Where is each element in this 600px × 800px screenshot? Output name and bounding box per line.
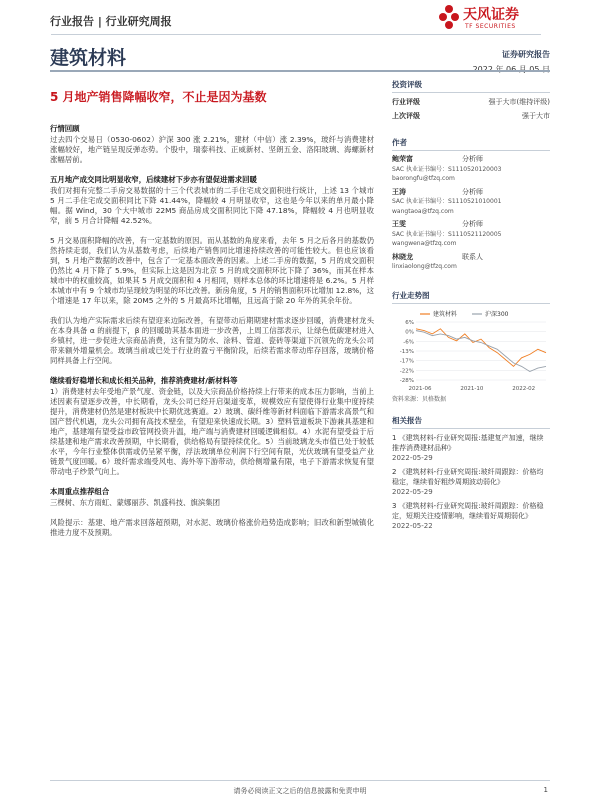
industry-trend-chart <box>392 308 550 392</box>
tf-securities-logo <box>438 4 550 34</box>
logo-text-cn: 天风证券 <box>463 7 519 23</box>
related-report-title[interactable]: 2 《建筑材料-行业研究周报:玻纤周跟踪：价格均稳定，继续看好粗纱周期波动弱化》 <box>392 467 544 486</box>
legend-label: 沪深300 <box>485 310 509 318</box>
x-tick-label: 2021-06 <box>408 385 432 392</box>
author-name: 王雯 <box>392 220 406 228</box>
section-heading-market-review: 行情回顾 <box>50 124 80 133</box>
related-report-item[interactable] <box>392 433 550 463</box>
y-tick-label: -17% <box>399 358 414 365</box>
author-name: 林晓龙 <box>392 252 413 261</box>
logo-text-en: TF SECURITIES <box>465 23 516 30</box>
section-heading-recommendations: 继续看好稳增长和成长相关品种，推荐消费建材/新材料等 <box>50 376 238 385</box>
section-heading-portfolio: 本周重点推荐组合 <box>50 487 110 496</box>
paragraph-risk: 风险提示：基建、地产需求回落超预期，对水泥、玻璃价格涨价趋势造成影响；旧改和新型城镇化推进力度不及预期。 <box>50 518 374 537</box>
report-type: 证券研究报告 <box>502 50 550 59</box>
top-bar <box>0 0 600 40</box>
author-email[interactable]: linxiaolong@tfzq.com <box>392 263 457 270</box>
logo-mark-icon <box>438 4 460 32</box>
related-report-date: 2022-05-29 <box>392 487 433 496</box>
x-tick-label: 2022-02 <box>512 385 536 392</box>
industry-rating-label: 行业评级 <box>392 98 420 106</box>
author-cert: SAC 执业证书编号：S1110521120005 <box>392 230 502 238</box>
author-card <box>392 253 550 272</box>
related-report-date: 2022-05-22 <box>392 521 433 530</box>
related-report-item[interactable] <box>392 467 550 497</box>
prev-rating-value: 强于大市 <box>522 112 550 120</box>
industry-rating-row <box>392 97 550 107</box>
rating-heading: 投资评级 <box>392 79 550 93</box>
author-card <box>392 155 550 184</box>
paragraph-recommendations: 1）消费建材去年受地产景气度、资金链，以及大宗商品价格持续上行带来的成本压力影响，当前上述因素有望逐步改善，中长期看，龙头公司已经开启渠道变革，规模效应有望使得行业集中度持续提升，消费建材仍然是建材板块中长期优选赛道。2）玻璃、碳纤维等新材料面临下游需求高景气和国产替代机遇，龙头公司拥有高技术壁垒，有望迎来快速成长期。3）塑料管道板块下游兼具基建和地产，基建端有望受益市政管网投资升温，地产端与消费建材回暖逻辑相似。4）水泥有望受益于后续基建和地产需求改善预期，中长期看，供给格局有望持续优化。5）当前玻璃龙头市值已处于较低水平，今年行业整体供需或仍呈紧平衡，浮法玻璃单位利润下行空间有限，光伏玻璃有望受益产业链景气度回暖。6）玻纤需求端受风电、海外等下游带动，供给侧增量有限，电子下游需求恢复有望带动电子纱景气向上。 <box>50 387 374 476</box>
legend-label: 建筑材料 <box>433 310 458 318</box>
author-name: 王涛 <box>392 187 406 196</box>
related-heading: 相关报告 <box>392 415 550 429</box>
report-headline: 5 月地产销售降幅收窄，不止是因为基数 <box>50 90 267 104</box>
y-tick-label: -28% <box>399 377 414 384</box>
paragraph-base-effect: 5 月交易面积降幅的改善，有一定基数的原因。而从基数的角度来看，去年 5 月之后各月的基数仍然持续走弱，我们认为从基数考虑，后续地产销售同比增速持续改善的可能性较大。但也应该看到，5 月地产数据的改善中，包含了一定基本面改善的因素。上述二手房的数据，5 月的成交面积仍然比 4 月下降了 5.9%，但实际上这是因为北京 5 月的成交面积环比下降了 36%，而其在样本城市中的权重较高，如果其 5 月成交面积和 4 月相同，则样本总体的环比增速将是 6.2%。5 月样本城市中有 9 个城市均呈现较为明显的环比改善。新房角度，5 月的销售面积环比增加 12.8%，这个增速是 17 年以来，除 20M5 之外的 5 月最高环比增幅，且远高于除 20 年外的其余年份。 <box>50 236 374 305</box>
prev-rating-row <box>392 111 550 121</box>
footer-divider <box>50 780 550 781</box>
related-report-item[interactable] <box>392 501 550 531</box>
authors-heading: 作者 <box>392 137 550 151</box>
author-email[interactable]: wangtaoa@tfzq.com <box>392 207 454 215</box>
related-report-date: 2022-05-29 <box>392 453 433 462</box>
author-cert: SAC 执业证书编号：S1110521010001 <box>392 198 502 205</box>
author-role: 分析师 <box>462 155 483 163</box>
report-category: 行业报告 | 行业研究周报 <box>50 15 172 28</box>
author-role: 分析师 <box>462 220 483 228</box>
author-email[interactable]: wangwena@tfzq.com <box>392 240 457 247</box>
industry-title: 建筑材料 <box>50 47 127 69</box>
section-heading-may-property: 五月地产成交同比明显收窄，后续建材下步亦有望促进需求回暖 <box>50 175 257 184</box>
paragraph-market-review: 过去四个交易日（0530-0602）沪深 300 涨 2.21%，建材（中信）涨 2.39%，玻纤与消费建材涨幅较好，地产链呈现反弹态势。个股中，瑞泰科技、正威新材、坚朗五金、洛阳玻璃、海螺新材涨幅居前。 <box>50 135 374 164</box>
related-report-title[interactable]: 3 《建筑材料-行业研究周报:玻纤周跟踪：价格稳定，短期关注疫情影响，继续看好周期弱化》 <box>392 501 544 520</box>
y-tick-label: 0% <box>405 329 414 336</box>
author-role: 分析师 <box>462 187 483 196</box>
related-report-title[interactable]: 1 《建筑材料-行业研究周报:基建复产加速，继续推荐消费建材品种》 <box>392 433 544 452</box>
footer-disclaimer: 请务必阅读正文之后的信息披露和免责申明 <box>233 787 367 795</box>
main-body <box>50 118 374 538</box>
title-divider <box>50 70 550 72</box>
top-divider <box>51 34 541 35</box>
sidebar <box>392 79 550 531</box>
trend-heading: 行业走势图 <box>392 290 550 304</box>
author-card <box>392 220 550 249</box>
prev-rating-label: 上次评级 <box>392 112 420 120</box>
author-role: 联系人 <box>462 252 483 261</box>
paragraph-outlook: 我们认为地产实际需求后续有望迎来边际改善，有望带动后期期建材需求逐步回暖，消费建材龙头在本身具备 α 的前提下，β 的回暖助其基本面进一步改善，上周工信部表示，让绿色低碳建材进入乡镇村，进一步促进大宗商品消费，这有望为防水、涂料、管道、瓷砖等渠道下沉领先的龙头公司带来额外增量机会。玻璃当前或已处于行业的盈亏平衡阶段，后续若需求带动库存回落，玻璃价格同样具备上行空间。 <box>50 316 374 365</box>
author-name: 鲍荣富 <box>392 155 413 163</box>
x-tick-label: 2021-10 <box>460 385 484 392</box>
y-tick-label: 6% <box>405 319 414 326</box>
page-number: 1 <box>543 786 548 794</box>
y-tick-label: -6% <box>403 338 414 345</box>
author-email[interactable]: baorongfu@tfzq.com <box>392 175 455 182</box>
author-card <box>392 188 550 217</box>
industry-rating-value: 强于大市(维持评级) <box>488 98 550 106</box>
paragraph-portfolio: 三棵树、东方雨虹、蒙娜丽莎、凯盛科技、旗滨集团 <box>50 498 220 507</box>
trend-chart-svg <box>392 308 550 392</box>
author-cert: SAC 执业证书编号：S1110520120003 <box>392 165 502 173</box>
y-tick-label: -22% <box>399 367 414 374</box>
paragraph-may-property: 我们对拥有完整二手房交易数据的十三个代表城市的二手住宅成交面积进行统计，上述 13 个城市 5 月二手住宅成交面积同比下降 41.44%，降幅较 4 月明显收窄，这也是今年以来的单月最小降幅。据 Wind，30 个大中城市 22M5 商品房成交面积同比下降 47.18%，降幅较 4 月也明显收窄，前 5 月合计降幅 42.52%。 <box>50 186 374 225</box>
chart-source: 资料来源：贝格数据 <box>392 395 447 403</box>
y-tick-label: -13% <box>399 348 414 355</box>
